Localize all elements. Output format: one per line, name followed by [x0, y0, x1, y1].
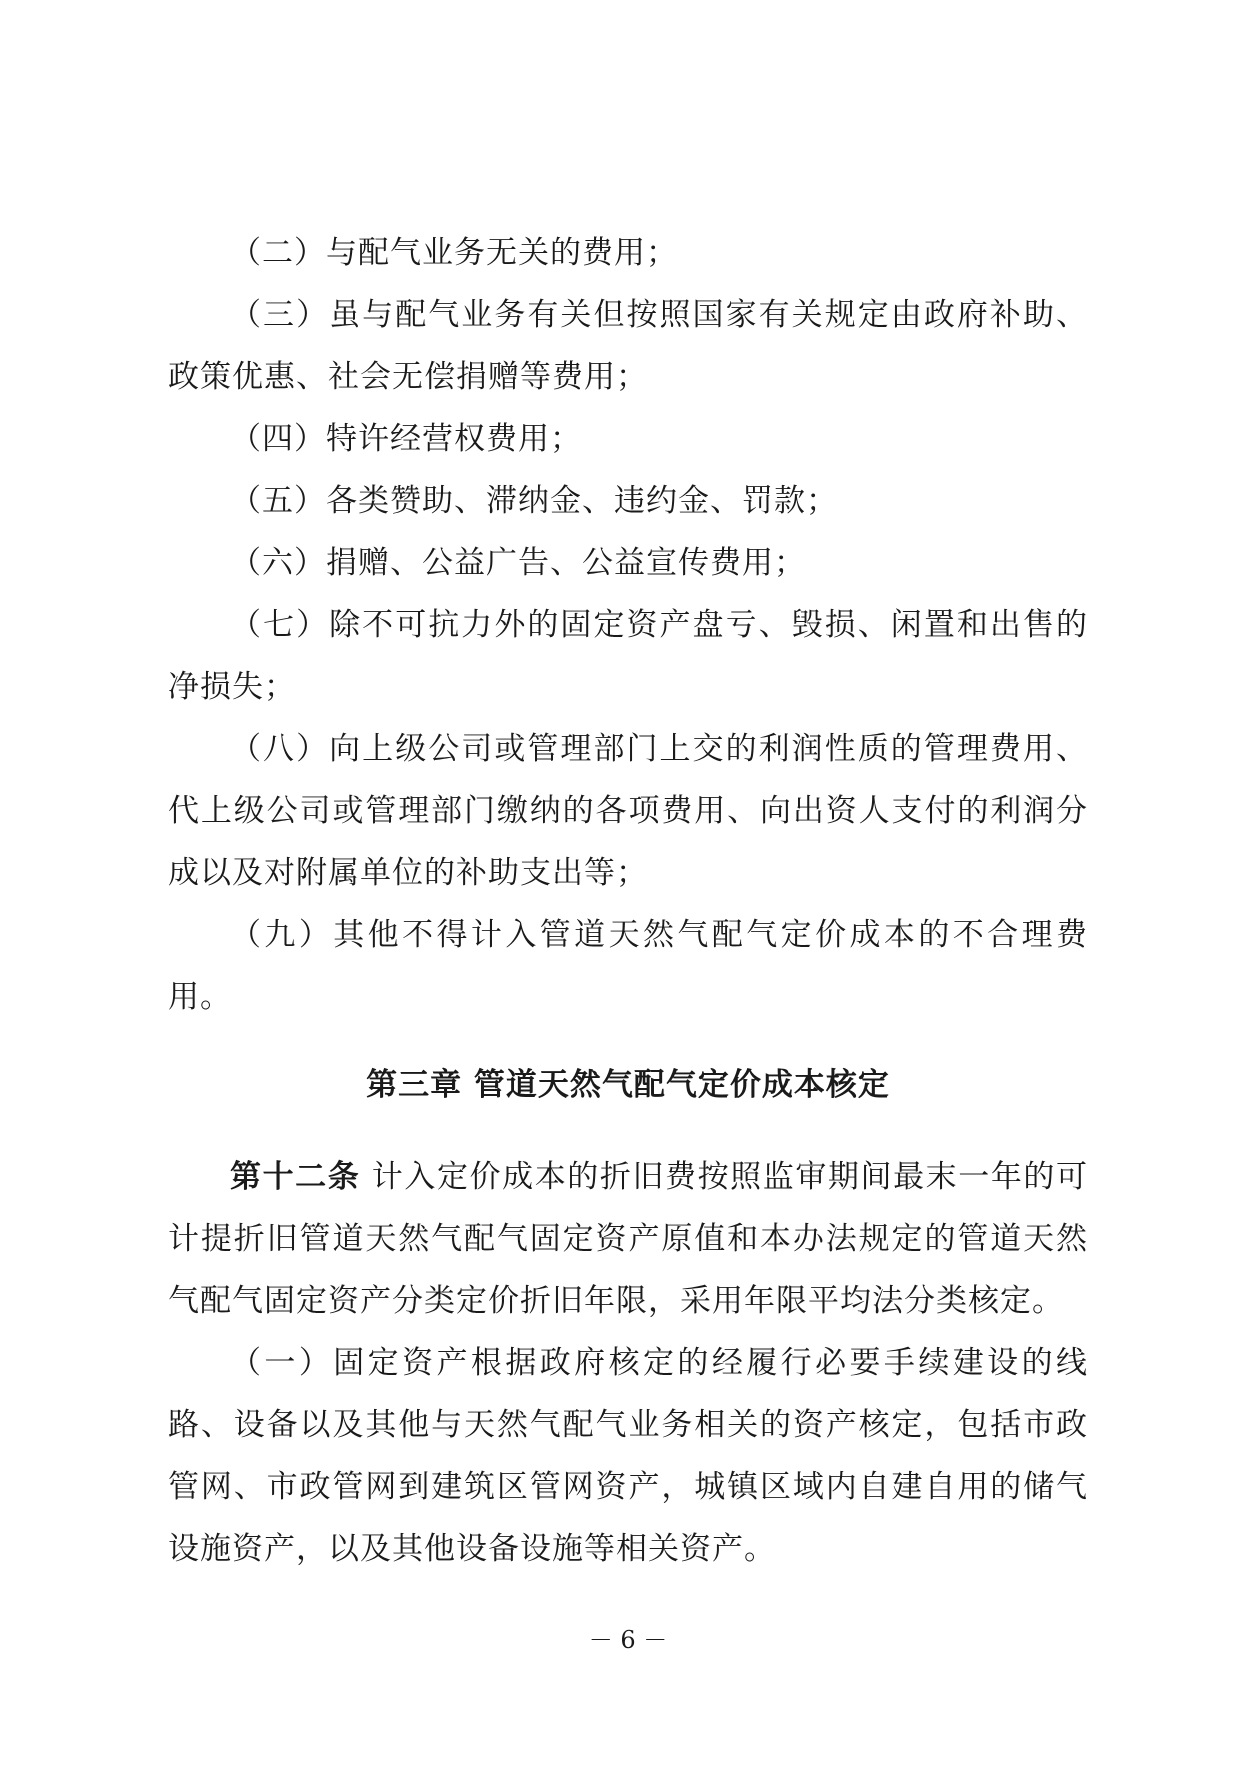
item-paragraph: （六）捐赠、公益广告、公益宣传费用；: [230, 545, 806, 581]
chapter-title: 第三章 管道天然气配气定价成本核定: [366, 1067, 890, 1103]
item-paragraph: （八）向上级公司或管理部门上交的利润性质的管理费用、代上级公司或管理部门缴纳的各项费用、向出资人支付的利润分成以及对附属单位的补助支出等；: [168, 731, 1088, 891]
article-paragraph: [168, 1146, 1088, 1332]
article-number: 第十二条: [230, 1159, 361, 1195]
item-paragraph: （七）除不可抗力外的固定资产盘亏、毁损、闲置和出售的净损失；: [168, 607, 1088, 705]
page-number: － 6 －: [588, 1626, 668, 1654]
section-spacer: [168, 1116, 1088, 1146]
article-spacer: [360, 1159, 371, 1195]
item-paragraph: （二）与配气业务无关的费用；: [230, 235, 678, 271]
item-paragraph: （三）虽与配气业务有关但按照国家有关规定由政府补助、政策优惠、社会无偿捐赠等费用；: [168, 297, 1088, 395]
item-paragraph: （一）固定资产根据政府核定的经履行必要手续建设的线路、设备以及其他与天然气配气业务相关的资产核定，包括市政管网、市政管网到建筑区管网资产，城镇区域内自建自用的储气设施资产，以及其他设备设施等相关资产。: [168, 1345, 1088, 1567]
item-paragraph: （四）特许经营权费用；: [230, 421, 582, 457]
section-spacer: [168, 1028, 1088, 1054]
item-paragraph: （五）各类赞助、滞纳金、违约金、罚款；: [230, 483, 838, 519]
page-content: [168, 222, 1088, 1580]
article-text: 计入定价成本的折旧费按照监审期间最末一年的可计提折旧管道天然气配气固定资产原值和本办法规定的管道天然气配气固定资产分类定价折旧年限，采用年限平均法分类核定。: [168, 1159, 1089, 1319]
item-paragraph: （九）其他不得计入管道天然气配气定价成本的不合理费用。: [168, 917, 1088, 1015]
